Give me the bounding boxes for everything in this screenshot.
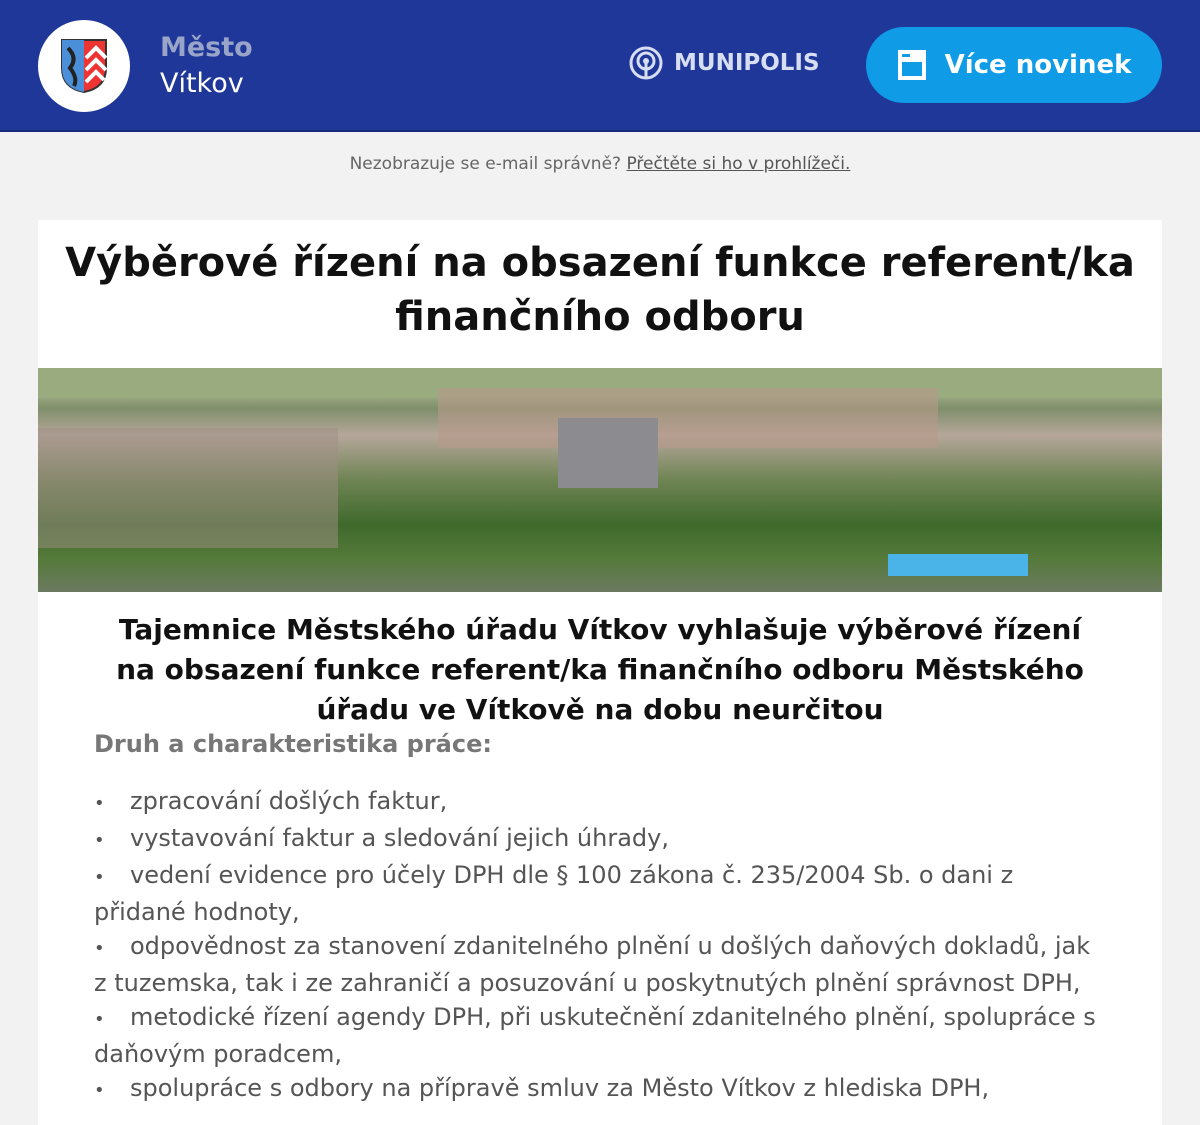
city-name [160, 30, 253, 102]
view-in-browser-notice [0, 154, 1200, 174]
city-logo[interactable] [38, 20, 130, 112]
newspaper-icon [897, 49, 927, 81]
city-line1: Město [160, 32, 253, 63]
town-aerial-photo [38, 368, 1162, 592]
munipolis-logo[interactable] [628, 45, 820, 81]
list-item: • metodické řízení agendy DPH, při uskutečnění zdanitelného plnění, spolupráce s daňovým poradcem, [94, 1000, 1106, 1071]
notice-text: Nezobrazuje se e-mail správně? [349, 154, 622, 174]
coat-of-arms-icon [60, 38, 108, 94]
article-card [38, 220, 1162, 1125]
more-news-label: Více novinek [944, 50, 1132, 80]
list-item: • zpracování došlých faktur, [94, 784, 1106, 821]
brand-text: MUNIPOLIS [674, 50, 820, 76]
view-in-browser-link[interactable]: Přečtěte si ho v prohlížeči. [626, 154, 851, 174]
article-lead: Tajemnice Městského úřadu Vítkov vyhlašuje výběrové řízení na obsazení funkce referent/ka finančního odboru Městského úřadu ve Vítkově na dobu neurčitou [116, 613, 1084, 726]
article-title: Výběrové řízení na obsazení funkce referent/ka finančního odboru [65, 240, 1135, 340]
header [0, 0, 1200, 132]
more-news-button[interactable] [866, 27, 1162, 103]
list-item: • odpovědnost za stanovení zdanitelného plnění u došlých daňových dokladů, jak z tuzemska, tak i ze zahraničí a posuzování u poskytnutých plnění správnost DPH, [94, 929, 1106, 1000]
duties-list [94, 784, 1106, 1108]
list-item: • spolupráce s odbory na přípravě smluv za Město Vítkov z hlediska DPH, [94, 1071, 1106, 1108]
section-heading: Druh a charakteristika práce: [94, 730, 492, 758]
city-line2: Vítkov [160, 68, 244, 99]
list-item: • vystavování faktur a sledování jejich úhrady, [94, 821, 1106, 858]
list-item: • vedení evidence pro účely DPH dle § 100 zákona č. 235/2004 Sb. o dani z přidané hodnoty, [94, 858, 1106, 929]
broadcast-icon [628, 45, 664, 81]
